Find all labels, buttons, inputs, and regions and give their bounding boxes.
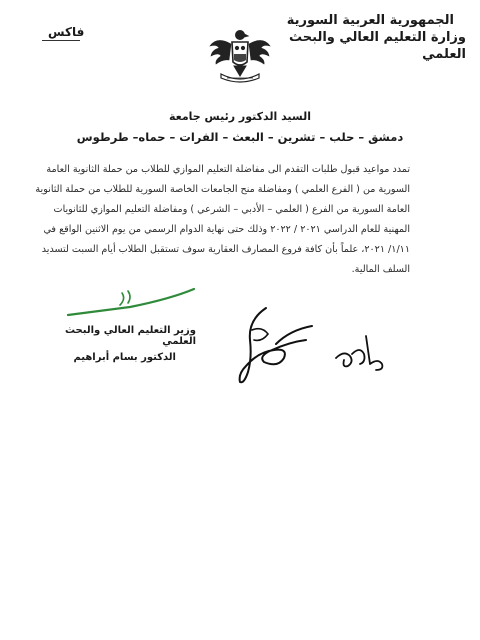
ministry-name: وزارة التعليم العالي والبحث العلمي bbox=[289, 30, 466, 62]
body-line: السلف المالية. bbox=[351, 264, 410, 275]
fax-underline bbox=[42, 40, 80, 41]
body-line: العامة السورية من الفرع ( العلمي – الأدبي – الشرعي ) ومفاضلة التعليم الموازي للثانويات bbox=[53, 204, 410, 215]
eagle-emblem-icon bbox=[207, 26, 273, 86]
fax-label: فاكس bbox=[48, 25, 85, 39]
letter-body bbox=[34, 160, 410, 280]
ministry-header bbox=[254, 12, 466, 63]
body-line: تمدد مواعيد قبول طلبات التقدم الى مفاضلة التعليم الموازي للطلاب من حملة الثانوية العامة bbox=[46, 164, 410, 175]
addressee-universities: دمشق – حلب – تشرين – البعث – الفرات – حماه– طرطوس bbox=[76, 130, 404, 144]
minister-handwritten-signature bbox=[228, 300, 318, 390]
addressee-title: السيد الدكتور رئيس جامعة bbox=[168, 110, 312, 123]
body-line: المهنية للعام الدراسي ٢٠٢١ / ٢٠٢٢ وذلك حتى نهاية الدوام الرسمي من يوم الاثنين الواقع في bbox=[43, 224, 410, 235]
country-name: الجمهورية العربية السورية bbox=[286, 13, 454, 28]
handwritten-initials bbox=[330, 328, 390, 378]
signatory-title: وزير التعليم العالي والبحث العلمي bbox=[64, 325, 196, 347]
body-line: ١/١١/ ٢٠٢١، علماً بأن كافة فروع المصارف العقارية سوف تستقبل الطلاب أيام السبت لتسديد bbox=[41, 244, 410, 255]
body-line: السورية من ( الفرع العلمي ) ومفاضلة منح الجامعات الخاصة السورية للطلاب من حملة الثانوية bbox=[35, 184, 410, 195]
signatory-name: الدكتور بسام أبراهيم bbox=[73, 352, 176, 363]
green-ink-signature bbox=[60, 285, 200, 325]
